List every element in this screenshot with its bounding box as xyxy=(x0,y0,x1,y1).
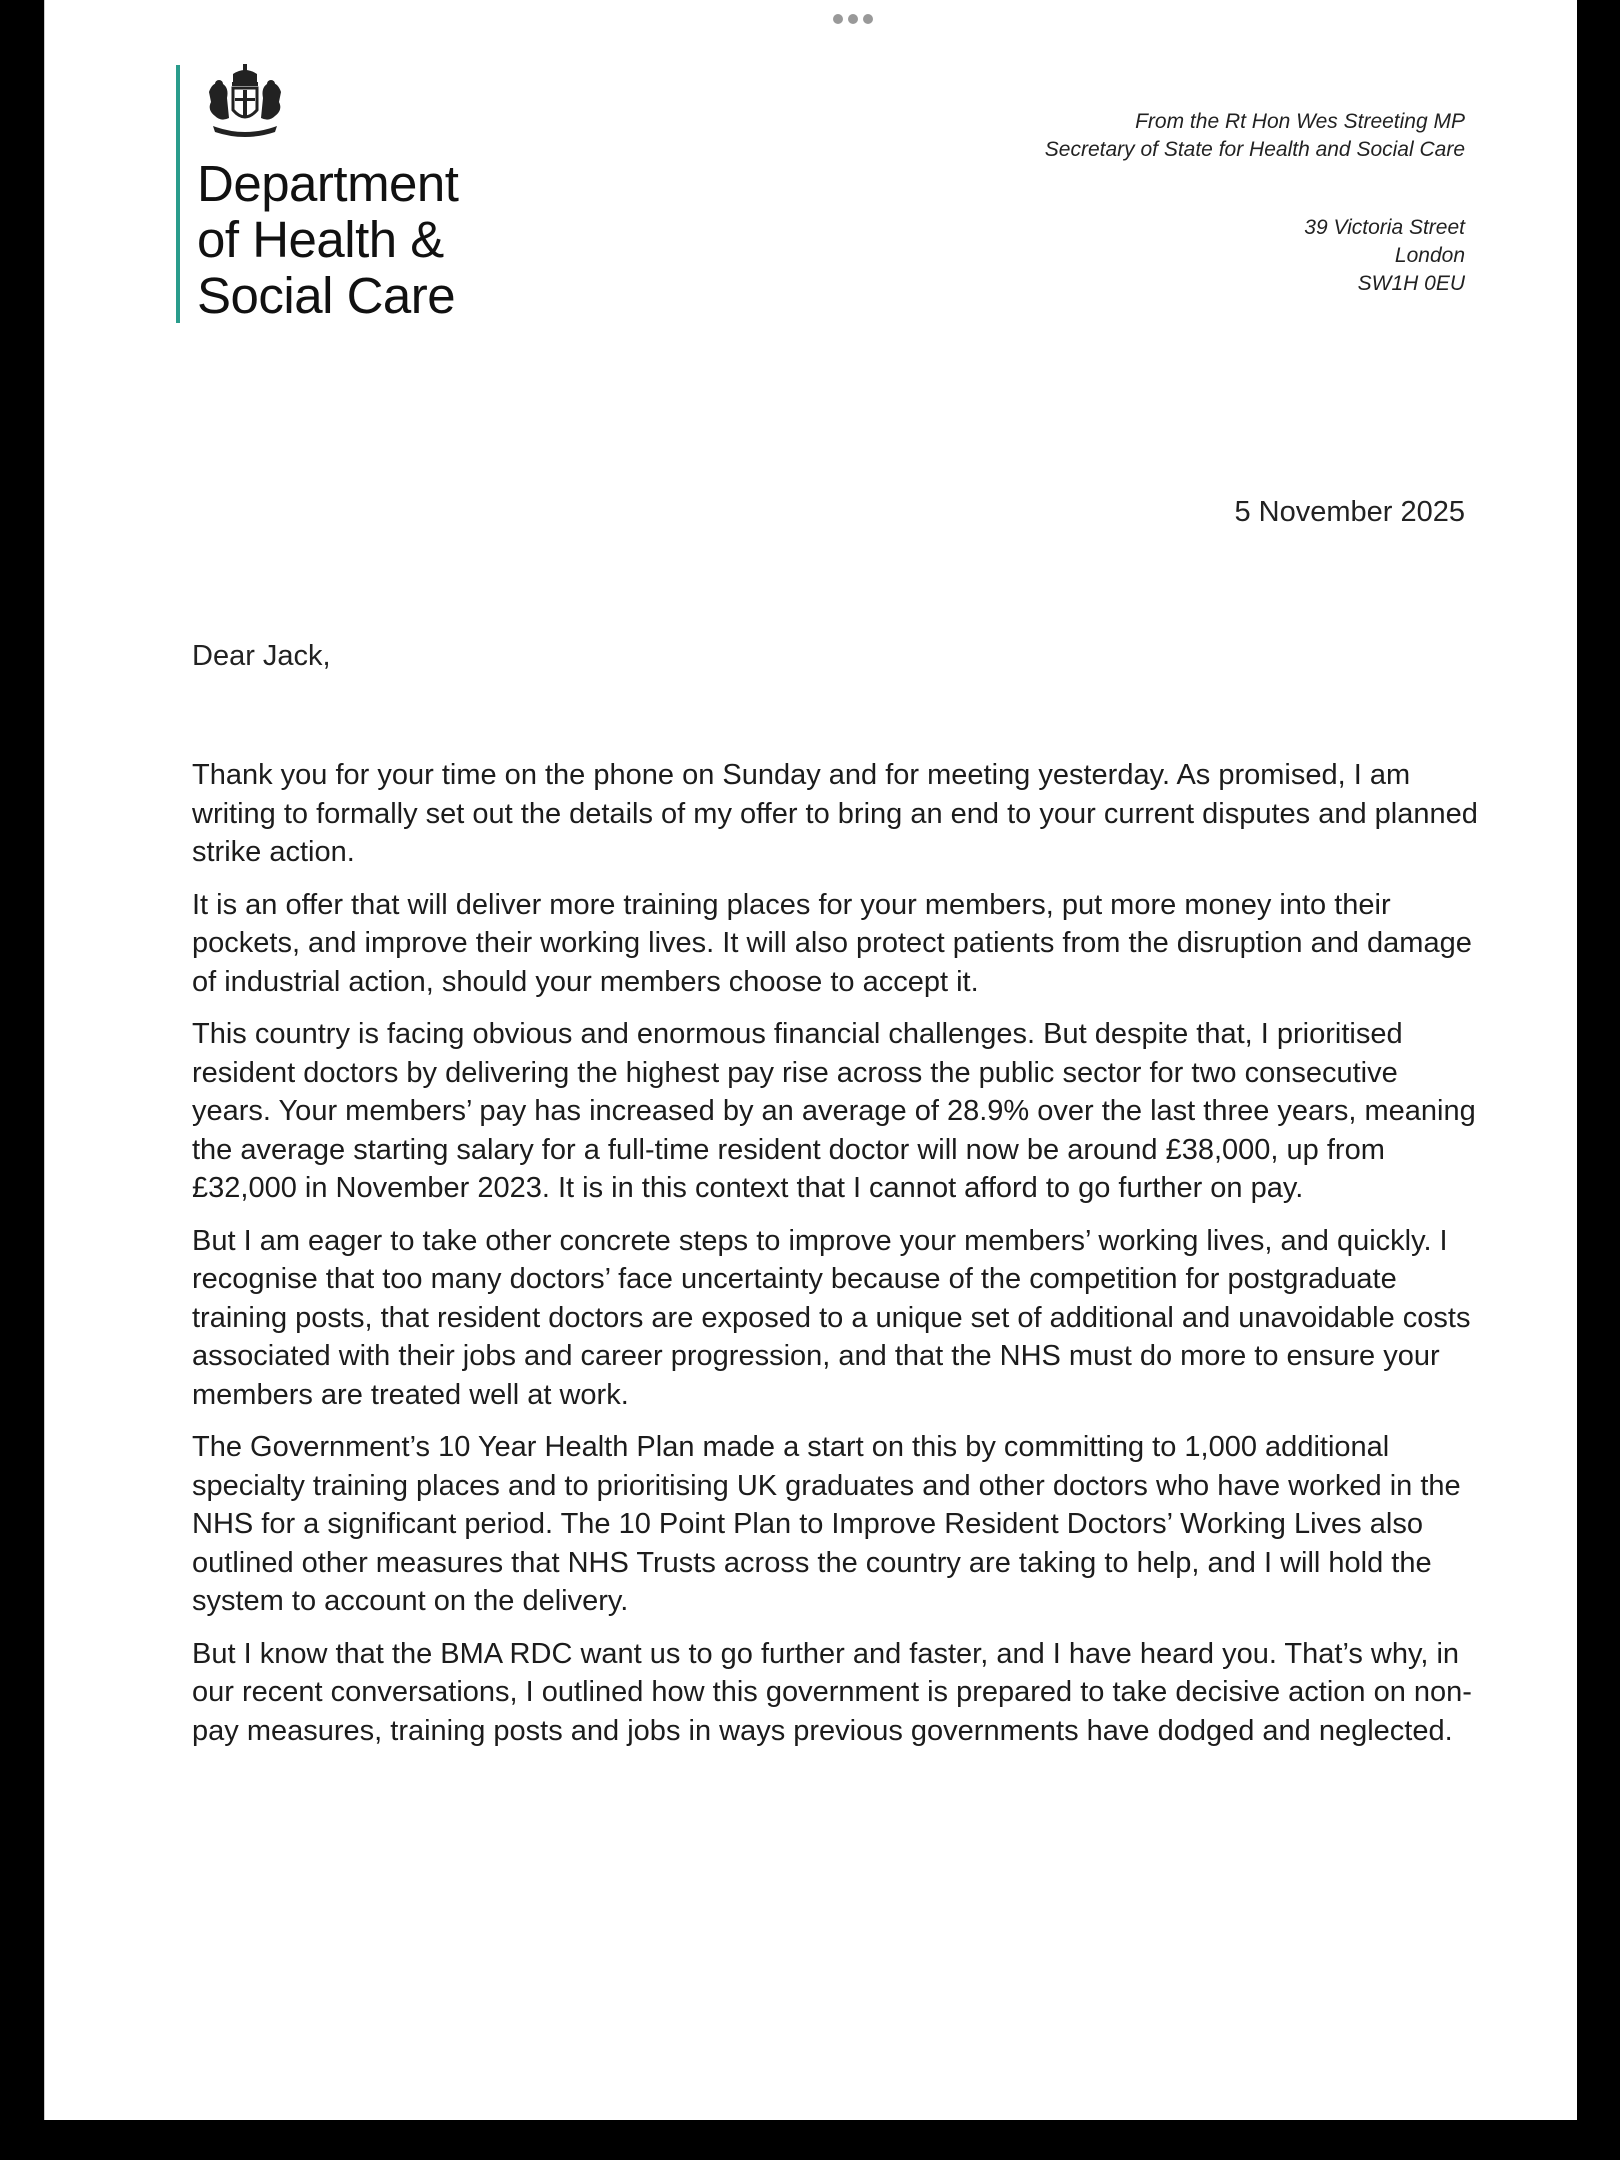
letterhead-accent-bar xyxy=(176,65,180,323)
address-block xyxy=(1304,214,1465,298)
sender-name: From the Rt Hon Wes Streeting MP xyxy=(1135,110,1465,133)
department-name-line: of Health & xyxy=(197,211,444,268)
dot xyxy=(863,14,873,24)
paragraph: It is an offer that will deliver more training places for your members, put more money into their pockets, and improve their working lives. It will also protect patients from the disruption and damage of industrial action, should your members choose to accept it. xyxy=(192,888,1472,998)
department-name xyxy=(197,156,458,324)
dot xyxy=(833,14,843,24)
more-horizontal-icon[interactable] xyxy=(833,14,873,24)
department-name-line: Social Care xyxy=(197,267,456,324)
sender-title: Secretary of State for Health and Social Care xyxy=(1044,138,1465,161)
paragraph: Thank you for your time on the phone on Sunday and for meeting yesterday. As promised, I am writing to formally set out the details of my offer to bring an end to your current disputes and planned strike action. xyxy=(192,759,1478,868)
letter-body xyxy=(192,756,1482,1764)
salutation: Dear Jack, xyxy=(192,640,331,672)
document-page xyxy=(44,0,1577,2120)
paragraph: This country is facing obvious and enormous financial challenges. But despite that, I prioritised resident doctors by delivering the highest pay rise across the public sector for two consecutive years. Your members’ pay has increased by an average of 28.9% over the last three years, meaning the average starting salary for a full-time resident doctor will now be around £38,000, up from £32,000 in November 2023. It is in this context that I cannot afford to go further on pay. xyxy=(192,1018,1476,1204)
address-street: 39 Victoria Street xyxy=(1304,216,1465,239)
royal-coat-of-arms-icon xyxy=(199,62,291,146)
paragraph: But I know that the BMA RDC want us to go further and faster, and I have heard you. That’s why, in our recent conversations, I outlined how this government is prepared to take decisive action on non-pay measures, training posts and jobs in ways previous governments have dodged and neglected. xyxy=(192,1637,1472,1747)
department-name-line: Department xyxy=(197,155,459,212)
paragraph: The Government’s 10 Year Health Plan made a start on this by committing to 1,000 additional specialty training places and to prioritising UK graduates and other doctors who have worked in the NHS for a significant period. The 10 Point Plan to Improve Resident Doctors’ Working Lives also outlined other measures that NHS Trusts across the country are taking to help, and I will hold the system to account on the delivery. xyxy=(192,1431,1461,1617)
address-postcode: SW1H 0EU xyxy=(1357,272,1465,295)
paragraph: But I am eager to take other concrete steps to improve your members’ working lives, and quickly. I recognise that too many doctors’ face uncertainty because of the competition for postgraduate training posts, that resident doctors are exposed to a unique set of additional and unavoidable costs associated with their jobs and career progression, and that the NHS must do more to ensure your members are treated well at work. xyxy=(192,1224,1471,1411)
dot xyxy=(848,14,858,24)
address-city: London xyxy=(1394,244,1465,267)
sender-block xyxy=(1045,108,1465,164)
letter-date: 5 November 2025 xyxy=(1234,496,1465,528)
